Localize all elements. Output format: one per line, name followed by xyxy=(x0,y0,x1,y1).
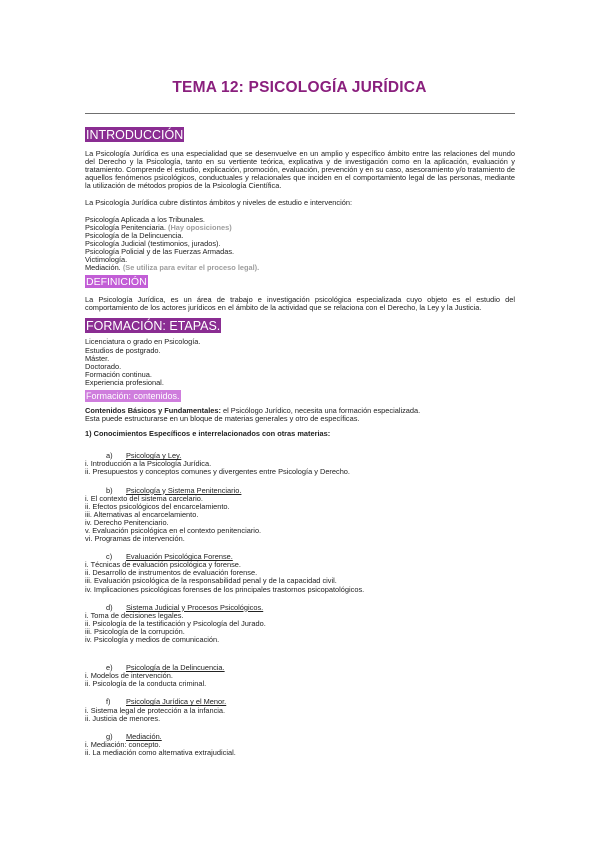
list-item: iv. Implicaciones psicológicas forenses de los principales trastornos psicopatológicos. xyxy=(85,584,365,594)
materia-title: c) Evaluación Psicológica Forense. xyxy=(106,552,233,562)
list-item: iii. Alternativas al encarcelamiento. xyxy=(85,509,199,519)
list-item: v. Evaluación psicológica en el contexto penitenciario. xyxy=(85,526,262,535)
list-item: Experiencia profesional. xyxy=(85,377,164,387)
list-item: Licenciatura o grado en Psicología. xyxy=(85,337,201,347)
list-item: i. Mediación: concepto. xyxy=(85,739,161,749)
list-item: vi. Programas de intervención. xyxy=(85,534,185,544)
section-conocimientos: 1) Conocimientos Específicos e interrelacionados con otras materias: xyxy=(85,429,331,439)
list-item: ii. Desarrollo de instrumentos de evaluación forense. xyxy=(85,568,258,578)
list-item: ii. La mediación como alternativa extrajudicial. xyxy=(85,747,236,757)
materia-a xyxy=(85,452,515,476)
definicion-paragraph: La Psicología Jurídica, es un área de trabajo e investigación psicológica especializada cuyo objeto es el estudio del comportamiento de los actores jurídicos en el ámbito de la actividad que se relaciona con el Derecho, la Ley y la Justicia. xyxy=(85,295,515,313)
title-divider xyxy=(85,113,515,114)
materia-d xyxy=(85,604,515,644)
list-item: Victimología. xyxy=(85,255,128,265)
list-item: Mediación. (Se utiliza para evitar el proceso legal). xyxy=(85,263,260,273)
materia-title: e) Psicología de la Delincuencia. xyxy=(106,663,225,673)
heading-formacion-etapas: FORMACIÓN: ETAPAS. xyxy=(86,319,221,334)
materia-title: f) Psicología Jurídica y el Menor. xyxy=(106,697,227,707)
ambitos-list xyxy=(85,216,515,273)
heading-formacion-contenidos: Formación: contenidos. xyxy=(86,390,180,401)
list-item: i. El contexto del sistema carcelario. xyxy=(85,493,203,503)
materia-title: a) Psicología y Ley. xyxy=(106,451,182,461)
list-item: i. Introducción a la Psicología Jurídica. xyxy=(85,459,212,469)
materia-title: b) Psicología y Sistema Penitenciario. xyxy=(106,485,242,495)
list-item: Máster. xyxy=(85,353,110,363)
list-item: Psicología Aplicada a los Tribunales. xyxy=(85,214,205,224)
etapas-list xyxy=(85,338,515,387)
contenidos-lead-line2: Esta puede estructurarse en un bloque de materias generales y otro de específicas. xyxy=(85,414,360,424)
materia-f xyxy=(85,698,515,722)
list-item: Formación continua. xyxy=(85,369,152,379)
materia-b xyxy=(85,487,515,544)
ambitos-intro: La Psicología Jurídica cubre distintos ámbitos y niveles de estudio e intervención: xyxy=(85,198,353,208)
list-item: iv. Psicología y medios de comunicación. xyxy=(85,635,220,645)
materia-g xyxy=(85,733,515,757)
list-item: Psicología de la Delincuencia. xyxy=(85,230,184,240)
heading-definicion: DEFINICIÓN xyxy=(86,276,147,289)
page-title: TEMA 12: PSICOLOGÍA JURÍDICA xyxy=(172,79,427,96)
heading-introduccion: INTRODUCCIÓN xyxy=(86,128,184,142)
list-item: iii. Evaluación psicológica de la responsabilidad penal y de la capacidad civil. xyxy=(85,576,337,586)
list-item: ii. Psicología de la conducta criminal. xyxy=(85,679,207,689)
list-item: Psicología Policial y de las Fuerzas Armadas. xyxy=(85,246,235,256)
list-item: Estudios de postgrado. xyxy=(85,345,161,355)
contenidos-lead: Contenidos Básicos y Fundamentales: el Psicólogo Jurídico, necesita una formación especializada. xyxy=(85,405,421,415)
list-item: ii. Justicia de menores. xyxy=(85,713,161,723)
document-body xyxy=(85,127,515,757)
list-item: i. Técnicas de evaluación psicológica y forense. xyxy=(85,560,241,570)
materia-c xyxy=(85,553,515,593)
ambito-note: (Se utiliza para evitar el proceso legal). xyxy=(122,263,260,273)
list-item: i. Sistema legal de protección a la infancia. xyxy=(85,705,226,715)
list-item: iii. Psicología de la corrupción. xyxy=(85,626,185,636)
list-item: i. Toma de decisiones legales. xyxy=(85,610,184,620)
list-item: ii. Presupuestos y conceptos comunes y divergentes entre Psicología y Derecho. xyxy=(85,467,350,477)
materia-title: g) Mediación. xyxy=(106,731,162,741)
list-item: Psicología Penitenciaria. (Hay oposiciones) xyxy=(85,222,232,232)
list-item: Doctorado. xyxy=(85,361,122,371)
list-item: i. Modelos de intervención. xyxy=(85,671,173,681)
materia-e xyxy=(85,664,515,688)
list-item: ii. Efectos psicológicos del encarcelamiento. xyxy=(85,501,230,511)
list-item: Psicología Judicial (testimonios, jurados). xyxy=(85,238,221,248)
list-item: ii. Psicología de la testificación y Psicología del Jurado. xyxy=(85,618,266,628)
list-item: iv. Derecho Penitenciario. xyxy=(85,517,169,527)
intro-paragraph: La Psicología Jurídica es una especialidad que se desenvuelve en un amplio y específico ámbito entre las relaciones del mundo del Derecho y la Psicología, tanto en su vertiente teórica, explicativa y de investigación como en la aplicación, evaluación y tratamiento. Comprende el estudio, explicación, promoción, evaluación, prevención y en su caso, asesoramiento y/o tratamiento de aquellos fenómenos psicológicos, conductuales y relacionales que inciden en el comportamiento legal de las personas, mediante la utilización de métodos propios de la Psicología Científica. xyxy=(85,149,515,191)
ambito-note: (Hay oposiciones) xyxy=(168,222,232,232)
materia-title: d) Sistema Judicial y Procesos Psicológicos. xyxy=(106,602,264,612)
